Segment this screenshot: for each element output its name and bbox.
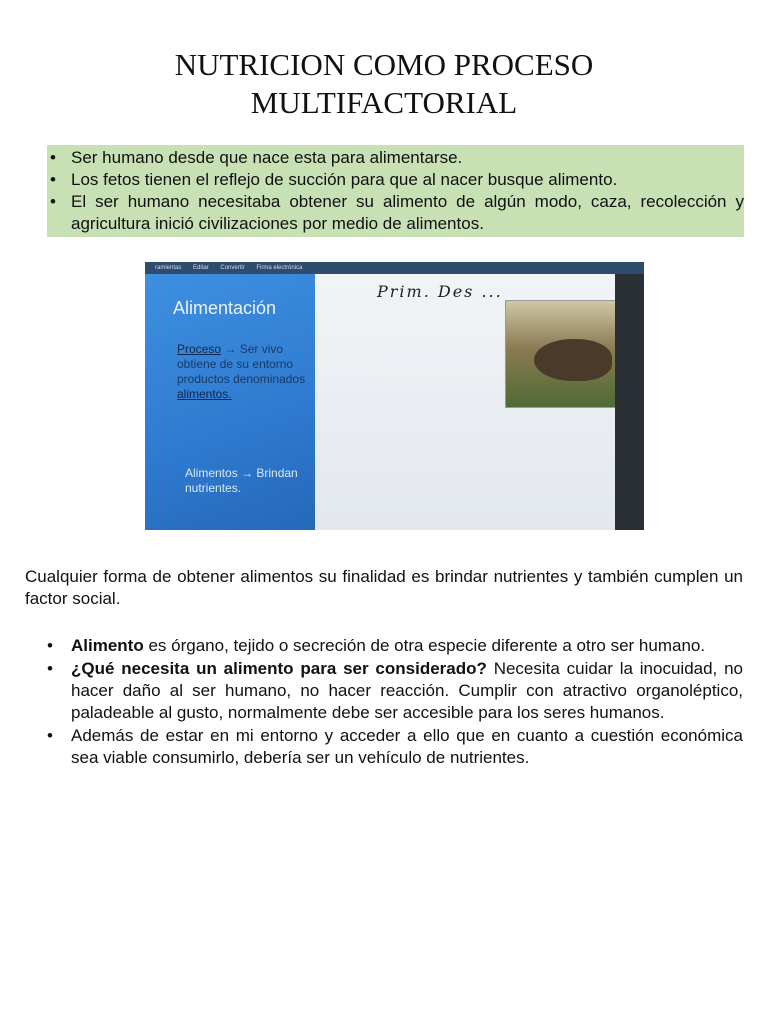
list-item: • El ser humano necesitaba obtener su alimento de algún modo, caza, recolección y agricultura inició civilizaciones por medio de alimentos. xyxy=(47,191,744,235)
menu-item: Firma electrónica xyxy=(256,265,303,271)
slide-image-panel xyxy=(315,274,615,530)
body-bullet-list xyxy=(25,635,743,770)
item-text: es órgano, tejido o secreción de otra especie diferente a otro ser humano. xyxy=(143,636,706,655)
slide-definition xyxy=(177,342,307,402)
item-text: Además de estar en mi entorno y acceder a ello que en cuanto a cuestión económica sea viable consumirlo, debería ser un vehículo de nutrientes. xyxy=(71,726,743,767)
slide-term: Proceso xyxy=(177,342,222,356)
menu-item: ramientas xyxy=(155,265,182,271)
slide-text-panel xyxy=(145,274,315,530)
slide-photo xyxy=(145,262,644,530)
title-line-2: MULTIFACTORIAL xyxy=(250,85,518,120)
summary-paragraph: Cualquier forma de obtener alimentos su finalidad es brindar nutrientes y también cumplen un factor social. xyxy=(25,567,743,608)
slide-title: Alimentación xyxy=(173,298,277,318)
screen-edge xyxy=(615,274,644,530)
list-item: • Ser humano desde que nace esta para alimentarse. xyxy=(47,147,744,169)
bold-term: ¿Qué necesita un alimento para ser considerado? xyxy=(71,659,487,678)
slide-term-end: alimentos. xyxy=(177,387,232,401)
bold-term: Alimento xyxy=(71,636,144,655)
menu-item: Convertir xyxy=(220,265,245,271)
slide-nutrients-note: Alimentos → Brindan nutrientes. xyxy=(185,466,298,495)
menu-item: Editar xyxy=(193,265,209,271)
slide-definition-text: Ser vivo obtiene de su entorno productos denominados xyxy=(177,342,306,386)
item-text: Necesita cuidar la inocuidad, no hacer daño al ser humano, no hacer reacción. Cumplir con atractivo organoléptico, paladeable al gusto, normalmente debe ser accesible para los seres humanos. xyxy=(71,659,743,722)
list-item: • Los fetos tienen el reflejo de succión para que al nacer busque alimento. xyxy=(47,169,744,191)
title-line-1: NUTRICION COMO PROCESO xyxy=(174,47,594,82)
handwritten-note: Prim. Des ... xyxy=(377,282,503,301)
list-item xyxy=(25,658,743,724)
list-item xyxy=(25,635,743,657)
mammoth-shape xyxy=(534,339,612,381)
arrow-icon: → xyxy=(221,342,240,356)
list-item xyxy=(25,725,743,769)
page-title xyxy=(0,46,768,122)
highlighted-bullet-list xyxy=(47,145,744,237)
app-menu-strip xyxy=(145,262,644,274)
